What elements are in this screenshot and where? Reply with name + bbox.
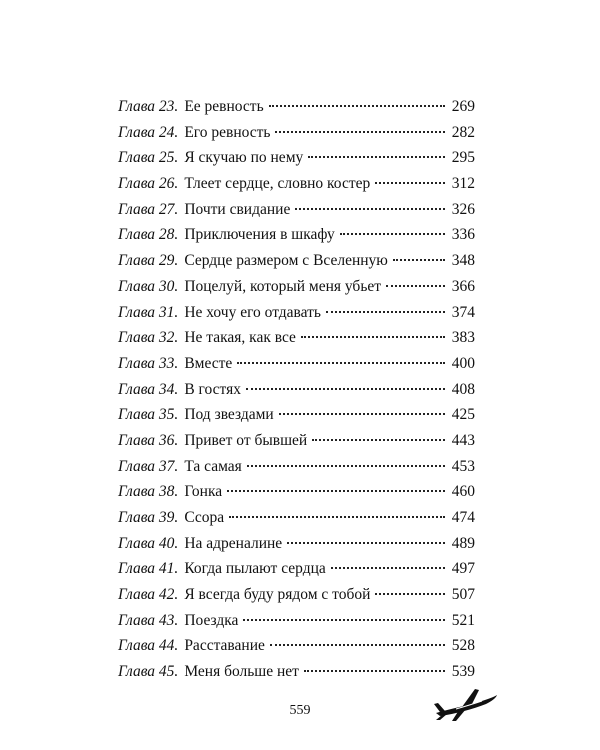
chapter-title: Не такая, как все [184, 329, 296, 347]
chapter-title: Сердце размером с Вселенную [184, 252, 388, 270]
chapter-title: Его ревность [184, 123, 271, 141]
toc-entry [118, 454, 475, 480]
chapter-page-number: 348 [451, 252, 475, 270]
table-of-contents [118, 94, 475, 685]
chapter-title: Поездка [184, 611, 239, 629]
chapter-title: Под звездами [184, 406, 274, 424]
toc-entry [118, 377, 475, 403]
dot-leader [246, 388, 445, 390]
dot-leader [308, 156, 445, 158]
toc-entry [118, 633, 475, 659]
chapter-title: Ссора [184, 509, 225, 526]
chapter-page-number: 408 [451, 380, 475, 398]
chapter-title: Когда пылают сердца [184, 560, 326, 578]
dot-leader [301, 336, 445, 338]
chapter-title: Привет от бывшей [184, 431, 308, 449]
chapter-label: Глава 33. [118, 354, 179, 372]
chapter-page-number: 326 [451, 200, 475, 218]
toc-entry [118, 197, 475, 223]
chapter-page-number: 497 [451, 560, 475, 578]
dot-leader [295, 208, 444, 210]
dot-leader [375, 593, 444, 595]
dot-leader [279, 413, 445, 415]
dot-leader [270, 644, 445, 646]
chapter-label: Глава 30. [118, 277, 179, 295]
toc-entry [118, 325, 475, 351]
chapter-page-number: 443 [451, 431, 475, 449]
chapter-label: Глава 40. [118, 534, 179, 552]
toc-entry [118, 428, 475, 454]
chapter-page-number: 474 [451, 509, 475, 526]
dot-leader [312, 439, 445, 441]
chapter-label: Глава 31. [118, 303, 179, 321]
chapter-title: Меня больше нет [184, 663, 299, 681]
toc-entry [118, 582, 475, 608]
toc-entry [118, 531, 475, 557]
chapter-title: Я всегда буду рядом с тобой [184, 586, 371, 604]
page-number: 559 [289, 703, 311, 718]
dot-leader [237, 362, 444, 364]
chapter-label: Глава 34. [118, 380, 179, 398]
chapter-label: Глава 35. [118, 406, 179, 424]
chapter-label: Глава 24. [118, 123, 179, 141]
chapter-page-number: 453 [451, 457, 475, 475]
dot-leader [331, 567, 445, 569]
dot-leader [340, 233, 445, 235]
toc-entry [118, 402, 475, 428]
chapter-page-number: 366 [451, 277, 475, 295]
chapter-title: Поцелуй, который меня убьет [184, 277, 382, 295]
chapter-page-number: 528 [451, 637, 475, 655]
dot-leader [375, 182, 445, 184]
chapter-page-number: 521 [451, 611, 475, 629]
chapter-label: Глава 43. [118, 611, 179, 629]
chapter-title: На адреналине [184, 534, 283, 552]
dot-leader [229, 516, 445, 518]
chapter-title: Та самая [184, 457, 242, 475]
chapter-label: Глава 25. [118, 149, 179, 167]
chapter-title: Я скучаю по нему [184, 149, 304, 167]
toc-entry [118, 248, 475, 274]
toc-entry [118, 300, 475, 326]
toc-entry [118, 556, 475, 582]
chapter-page-number: 269 [451, 98, 475, 115]
chapter-page-number: 312 [451, 175, 475, 193]
chapter-page-number: 425 [451, 406, 475, 424]
chapter-label: Глава 41. [118, 560, 179, 578]
toc-entry [118, 120, 475, 146]
dot-leader [269, 105, 445, 107]
chapter-page-number: 383 [451, 329, 475, 347]
chapter-page-number: 539 [451, 663, 475, 681]
chapter-title: Приключения в шкафу [184, 226, 335, 244]
chapter-page-number: 295 [451, 149, 475, 167]
chapter-page-number: 374 [451, 303, 475, 321]
chapter-title: Вместе [184, 354, 233, 372]
chapter-page-number: 460 [451, 483, 475, 501]
chapter-title: Гонка [184, 483, 223, 501]
chapter-label: Глава 45. [118, 663, 179, 681]
chapter-label: Глава 38. [118, 483, 179, 501]
chapter-label: Глава 27. [118, 200, 179, 218]
toc-entry [118, 505, 475, 531]
toc-entry [118, 145, 475, 171]
dot-leader [275, 131, 444, 133]
toc-entry [118, 171, 475, 197]
dot-leader [247, 465, 445, 467]
chapter-page-number: 336 [451, 226, 475, 244]
chapter-page-number: 489 [451, 534, 475, 552]
toc-entry [118, 479, 475, 505]
toc-entry [118, 351, 475, 377]
chapter-label: Глава 28. [118, 226, 179, 244]
chapter-label: Глава 37. [118, 457, 179, 475]
chapter-label: Глава 29. [118, 252, 179, 270]
chapter-title: Не хочу его отдавать [184, 303, 321, 321]
dot-leader [227, 490, 445, 492]
chapter-title: Ее ревность [184, 98, 264, 115]
chapter-label: Глава 36. [118, 431, 179, 449]
dot-leader [304, 670, 445, 672]
toc-entry [118, 608, 475, 634]
chapter-label: Глава 23. [118, 98, 179, 115]
chapter-label: Глава 42. [118, 586, 179, 604]
toc-entry [118, 274, 475, 300]
chapter-title: В гостях [184, 380, 241, 398]
toc-entry [118, 94, 475, 120]
chapter-page-number: 400 [451, 354, 475, 372]
toc-entry [118, 222, 475, 248]
airplane-icon [432, 685, 500, 725]
chapter-label: Глава 39. [118, 509, 179, 526]
chapter-title: Тлеет сердце, словно костер [184, 175, 371, 193]
chapter-title: Расставание [184, 637, 265, 655]
dot-leader [287, 542, 445, 544]
chapter-label: Глава 26. [118, 175, 179, 193]
chapter-label: Глава 32. [118, 329, 179, 347]
dot-leader [386, 285, 445, 287]
chapter-page-number: 282 [451, 123, 475, 141]
dot-leader [393, 259, 445, 261]
chapter-title: Почти свидание [184, 200, 291, 218]
toc-entry [118, 659, 475, 685]
dot-leader [243, 619, 444, 621]
chapter-page-number: 507 [451, 586, 475, 604]
chapter-label: Глава 44. [118, 637, 179, 655]
dot-leader [326, 311, 445, 313]
